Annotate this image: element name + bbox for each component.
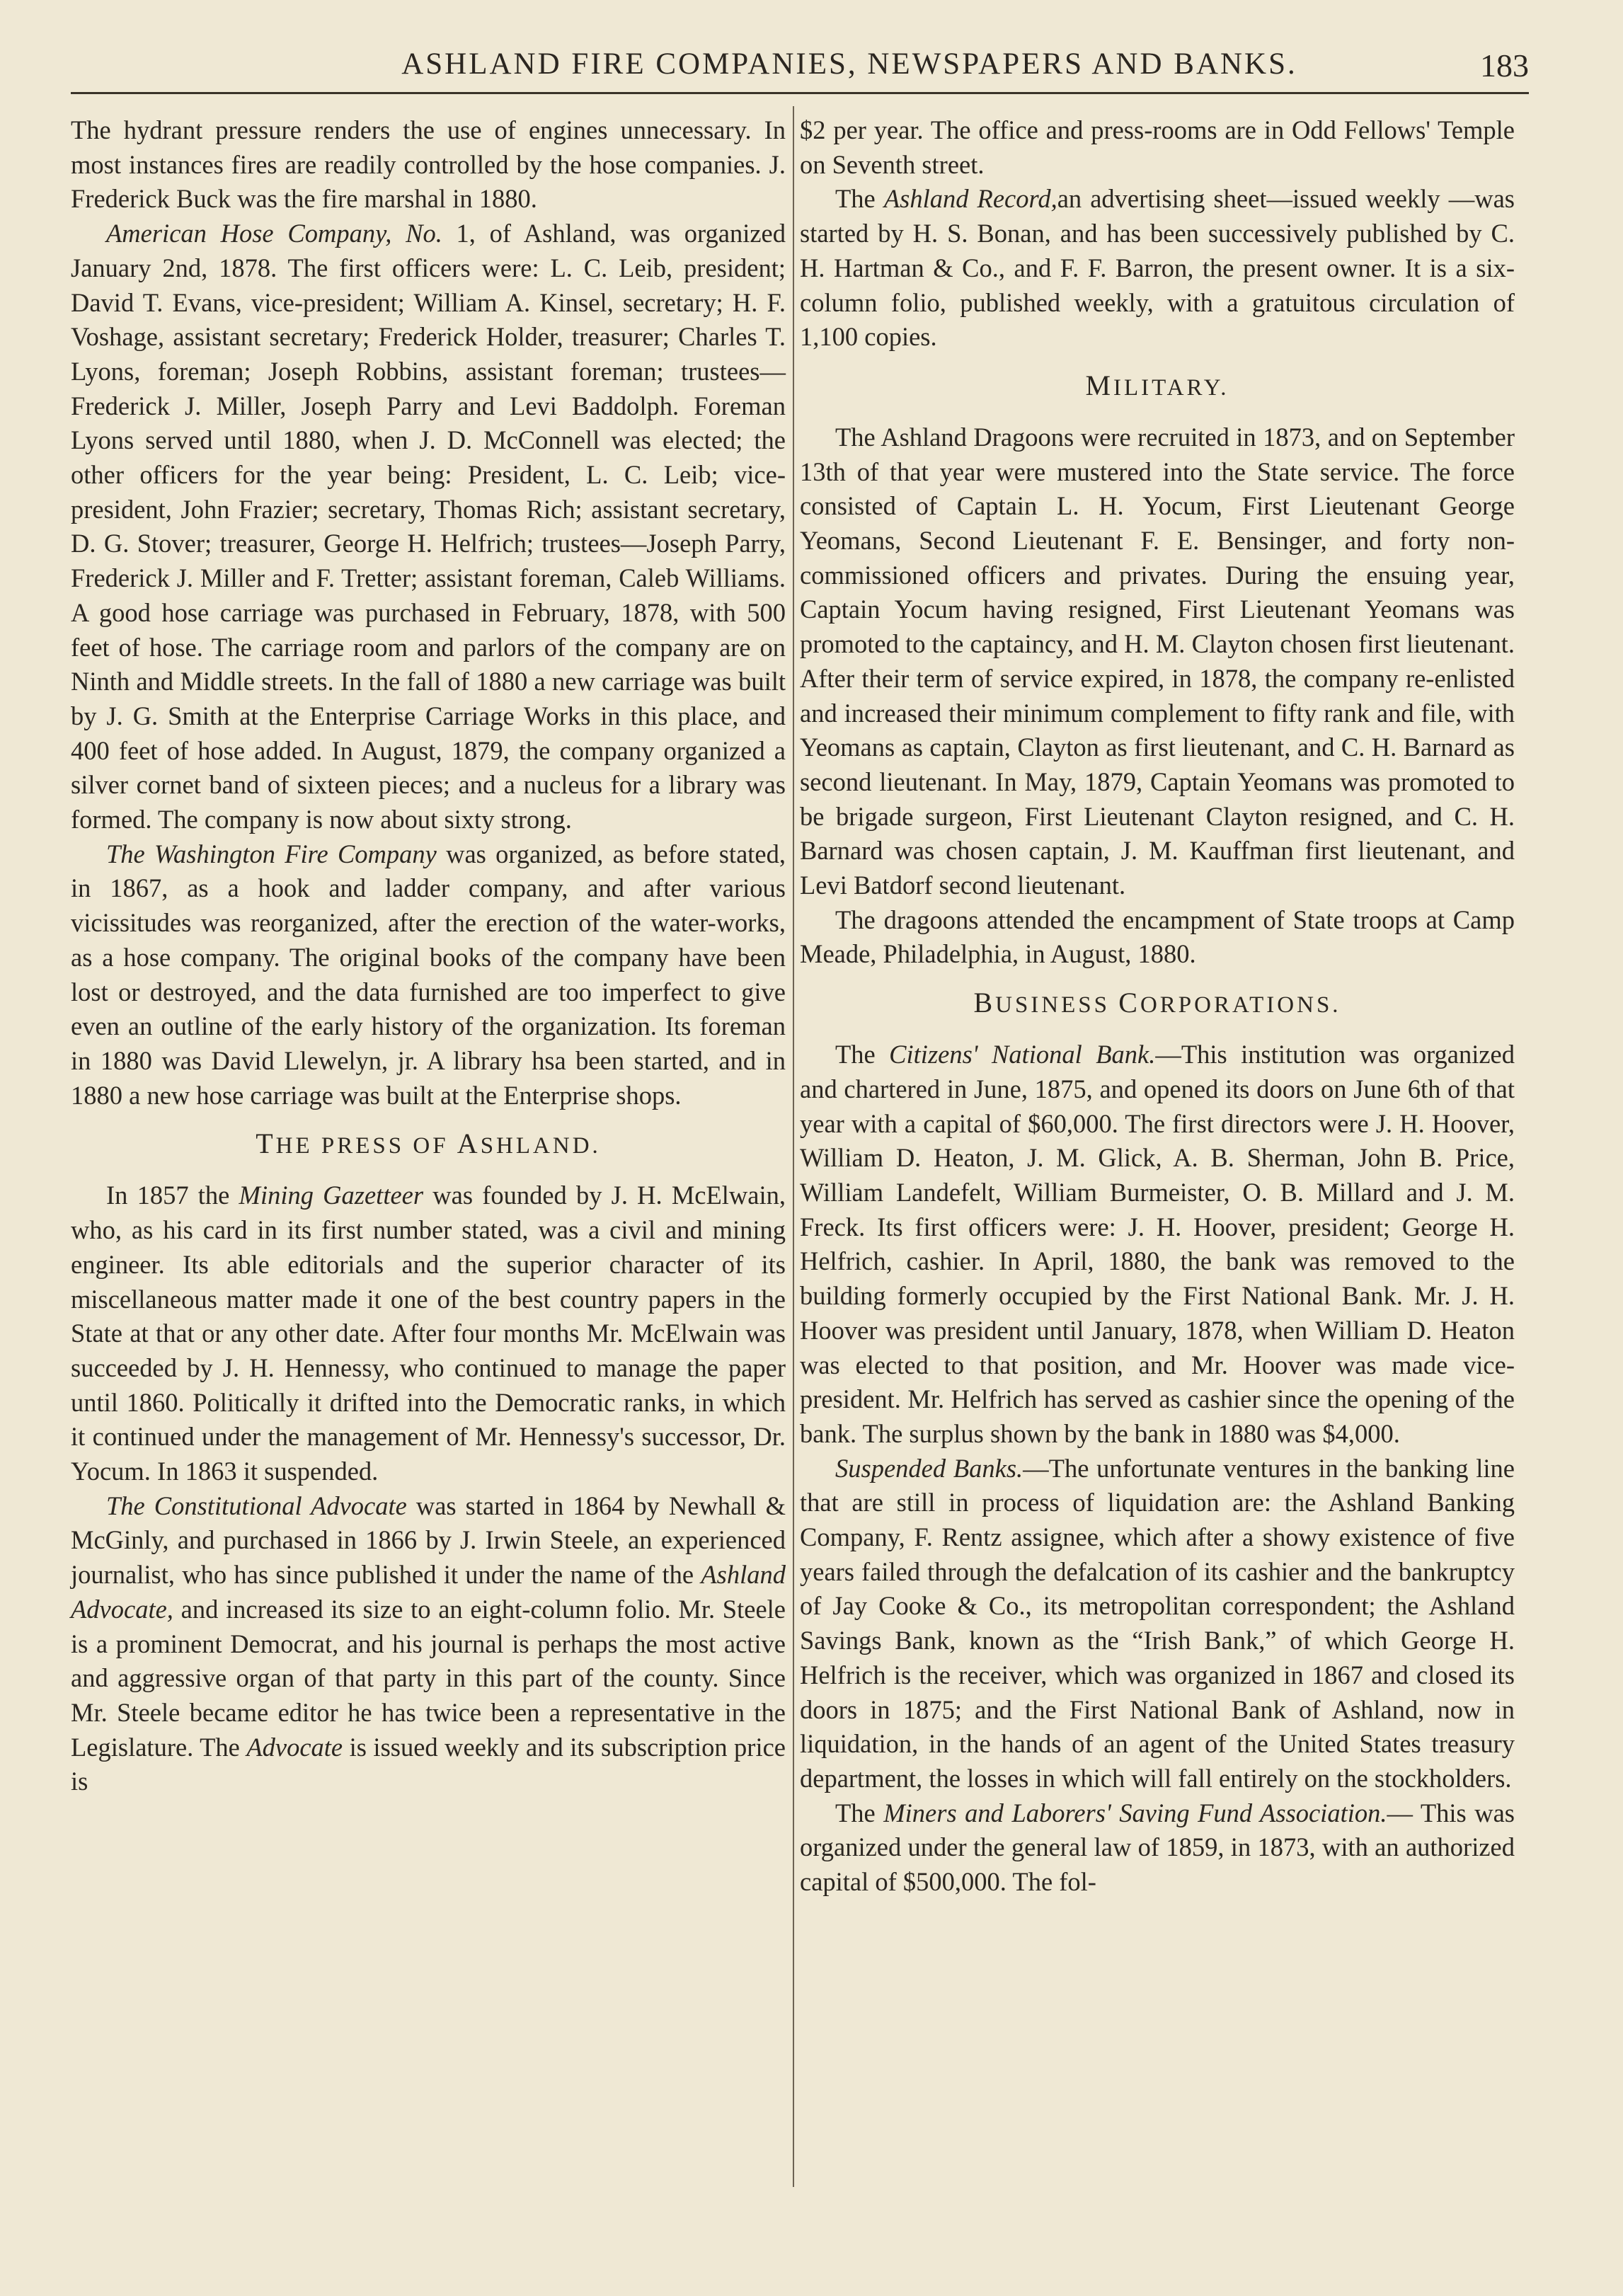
- newspaper-name: Ashland Record,: [883, 184, 1057, 214]
- paragraph-mining-gazetteer: In 1857 the Mining Gazetteer was founded by J. H. McElwain, who, as his card in its first number stated, was a civil and mining engineer. Its able editorials and the superior character of its miscellaneous matter made it one of the best country papers in the State at that or any other date. After four months Mr. McElwain was succeeded by J. H. Hennessy, who continued to manage the paper until 1860. Politically it drifted into the Democratic ranks, in which it continued under the management of Mr. Hennessy's successor, Dr. Yocum. In 1863 it suspended.: [71, 1181, 786, 1486]
- page-number: 183: [1480, 47, 1529, 84]
- paragraph-american-hose: [71, 217, 786, 837]
- newspaper-name: Advocate: [246, 1732, 343, 1762]
- paragraph-dragoons: The Ashland Dragoons were recruited in 1873, and on September 13th of that year were mustered into the State service. The force consisted of Captain L. H. Yocum, First Lieutenant George Yeomans, Second Lieutenant F. E. Bensinger, and forty non-commissioned officers and privates. During the ensuing year, Captain Yocum having resigned, First Lieutenant Yeomans was promoted to the captaincy, and H. M. Clayton chosen first lieutenant. After their term of service expired, in 1878, the company re-enlisted and increased their minimum complement to fifty rank and file, with Yeomans as captain, Clayton as first lieutenant, and C. H. Barnard as second lieutenant. In May, 1879, Captain Yeomans was promoted to be brigade surgeon, First Lieutenant Clayton resigned, and C. H. Barnard was chosen captain, J. M. Kauffman first lieutenant, and Levi Batdorf second lieutenant.: [800, 422, 1515, 900]
- newspaper-name: Ashland Advocate,: [71, 1560, 786, 1624]
- left-column: [71, 113, 786, 1799]
- newspaper-name: Mining Gazetteer: [239, 1181, 424, 1210]
- company-name: American Hose Company, No.: [106, 219, 442, 248]
- bank-name: Citizens' National Bank.: [889, 1040, 1156, 1069]
- page-header: [71, 47, 1529, 94]
- section-heading-military: MILITARY.: [1085, 369, 1229, 401]
- paragraph-encampment: The dragoons attended the encampment of State troops at Camp Meade, Philadelphia, in August, 1880.: [800, 905, 1515, 969]
- paragraph-citizens-bank: The Citizens' National Bank.—This institution was organized and chartered in June, 1875, and opened its doors on June 6th of that year with a capital of $60,000. The first directors were J. H. Hoover, William D. Heaton, J. M. Glick, A. B. Sherman, John B. Price, William Landefelt, William Burmeister, O. B. Millard and J. M. Freck. Its first officers were: J. H. Hoover, president; George H. Helfrich, cashier. In April, 1880, the bank was removed to the building formerly occupied by the First National Bank. Mr. J. H. Hoover was president until January, 1878, when William D. Heaton was elected to that position, and Mr. Hoover was made vice-president. Mr. Helfrich has served as cashier since the opening of the bank. The surplus shown by the bank in 1880 was $4,000.: [800, 1040, 1515, 1448]
- section-heading-press: THE PRESS OF ASHLAND.: [256, 1127, 601, 1160]
- paragraph-constitutional-advocate: The Constitutional Advocate was started in 1864 by Newhall & McGinly, and purchased in 1866 by J. Irwin Steele, an experienced journalist, who has since published it under the name of the Ashland Advocate, and increased its size to an eight-column folio. Mr. Steele is a prominent Democrat, and his journal is perhaps the most active and aggressive organ of that party in this part of the county. Since Mr. Steele became editor he has twice been a representative in the Legislature. The Advocate is issued weekly and its subscription price is: [71, 1491, 786, 1796]
- paragraph-text: was organized, as before stated, in 1867, as a hook and ladder company, and after various vicissitudes was reorganized, after the erection of the water-works, as a hose company. The original books of the company have been lost or destroyed, and the data furnished are too imperfect to give even an outline of the early history of the organization. Its foreman in 1880 was David Llewelyn, jr. A library hsa been started, and in 1880 a new hose carriage was built at the Enterprise shops.: [71, 839, 786, 1110]
- paragraph-washington-fire: [71, 837, 786, 1113]
- paragraph-text: 1, of Ashland, was organized January 2nd, 1878. The first officers were: L. C. Leib, president; David T. Evans, vice-president; William A. Kinsel, secretary; H. F. Voshage, assistant secretary; Frederick Holder, treasurer; Charles T. Lyons, foreman; Joseph Robbins, assistant foreman; trustees—Frederick J. Miller, Joseph Parry and Levi Baddolph. Foreman Lyons served until 1880, when J. D. McConnell was elected; the other officers for the year being: President, L. C. Leib; vice-president, John Frazier; secretary, Thomas Rich; assistant secretary, D. G. Stover; treasurer, George H. Helfrich; trustees—Joseph Parry, Frederick J. Miller and F. Tretter; assistant foreman, Caleb Williams. A good hose carriage was purchased in February, 1878, with 500 feet of hose. The carriage room and parlors of the company are on Ninth and Middle streets. In the fall of 1880 a new carriage was built by J. G. Smith at the Enterprise Carriage Works in this place, and 400 feet of hose added. In August, 1879, the company organized a silver cornet band of sixteen pieces; and a nucleus for a library was formed. The company is now about sixty strong.: [71, 219, 786, 834]
- section-heading-business: BUSINESS CORPORATIONS.: [973, 987, 1341, 1019]
- paragraph-subscription: $2 per year. The office and press-rooms are in Odd Fellows' Temple on Seventh street.: [800, 115, 1515, 179]
- column-divider: [793, 106, 794, 2187]
- paragraph-hydrant: The hydrant pressure renders the use of engines unnecessary. In most instances fires are readily controlled by the hose companies. J. Frederick Buck was the fire marshal in 1880.: [71, 115, 786, 214]
- company-name: The Washington Fire Company: [106, 839, 437, 868]
- right-column: [800, 113, 1515, 1900]
- section-label: Suspended Banks.: [835, 1453, 1023, 1483]
- paragraph-suspended-banks: Suspended Banks.—The unfortunate ventures in the banking line that are still in process of liquidation are: the Ashland Banking Company, F. Rentz assignee, which after a showy existence of five years failed through the defalcation of its cashier and the bankruptcy of Jay Cooke & Co., its metropolitan correspondent; the Ashland Savings Bank, known as the “Irish Bank,” of which George H. Helfrich is the receiver, which was organized in 1867 and closed its doors in 1875; and the First National Bank of Ashland, now in liquidation, in the hands of an agent of the United States treasury department, the losses in which will fall entirely on the stockholders.: [800, 1453, 1515, 1793]
- newspaper-name: The Constitutional Advocate: [106, 1491, 407, 1520]
- running-title: ASHLAND FIRE COMPANIES, NEWSPAPERS AND BANKS.: [401, 47, 1297, 81]
- paragraph-miners-association: The Miners and Laborers' Saving Fund Association.— This was organized under the general law of 1859, in 1873, with an authorized capital of $500,000. The fol-: [800, 1798, 1515, 1897]
- paragraph-ashland-record: The Ashland Record,an advertising sheet—issued weekly —was started by H. S. Bonan, and has been successively published by C. H. Hartman & Co., and F. F. Barron, the present owner. It is a six-column folio, published weekly, with a gratuitous circulation of 1,100 copies.: [800, 184, 1515, 352]
- association-name: Miners and Laborers' Saving Fund Association.: [883, 1798, 1387, 1827]
